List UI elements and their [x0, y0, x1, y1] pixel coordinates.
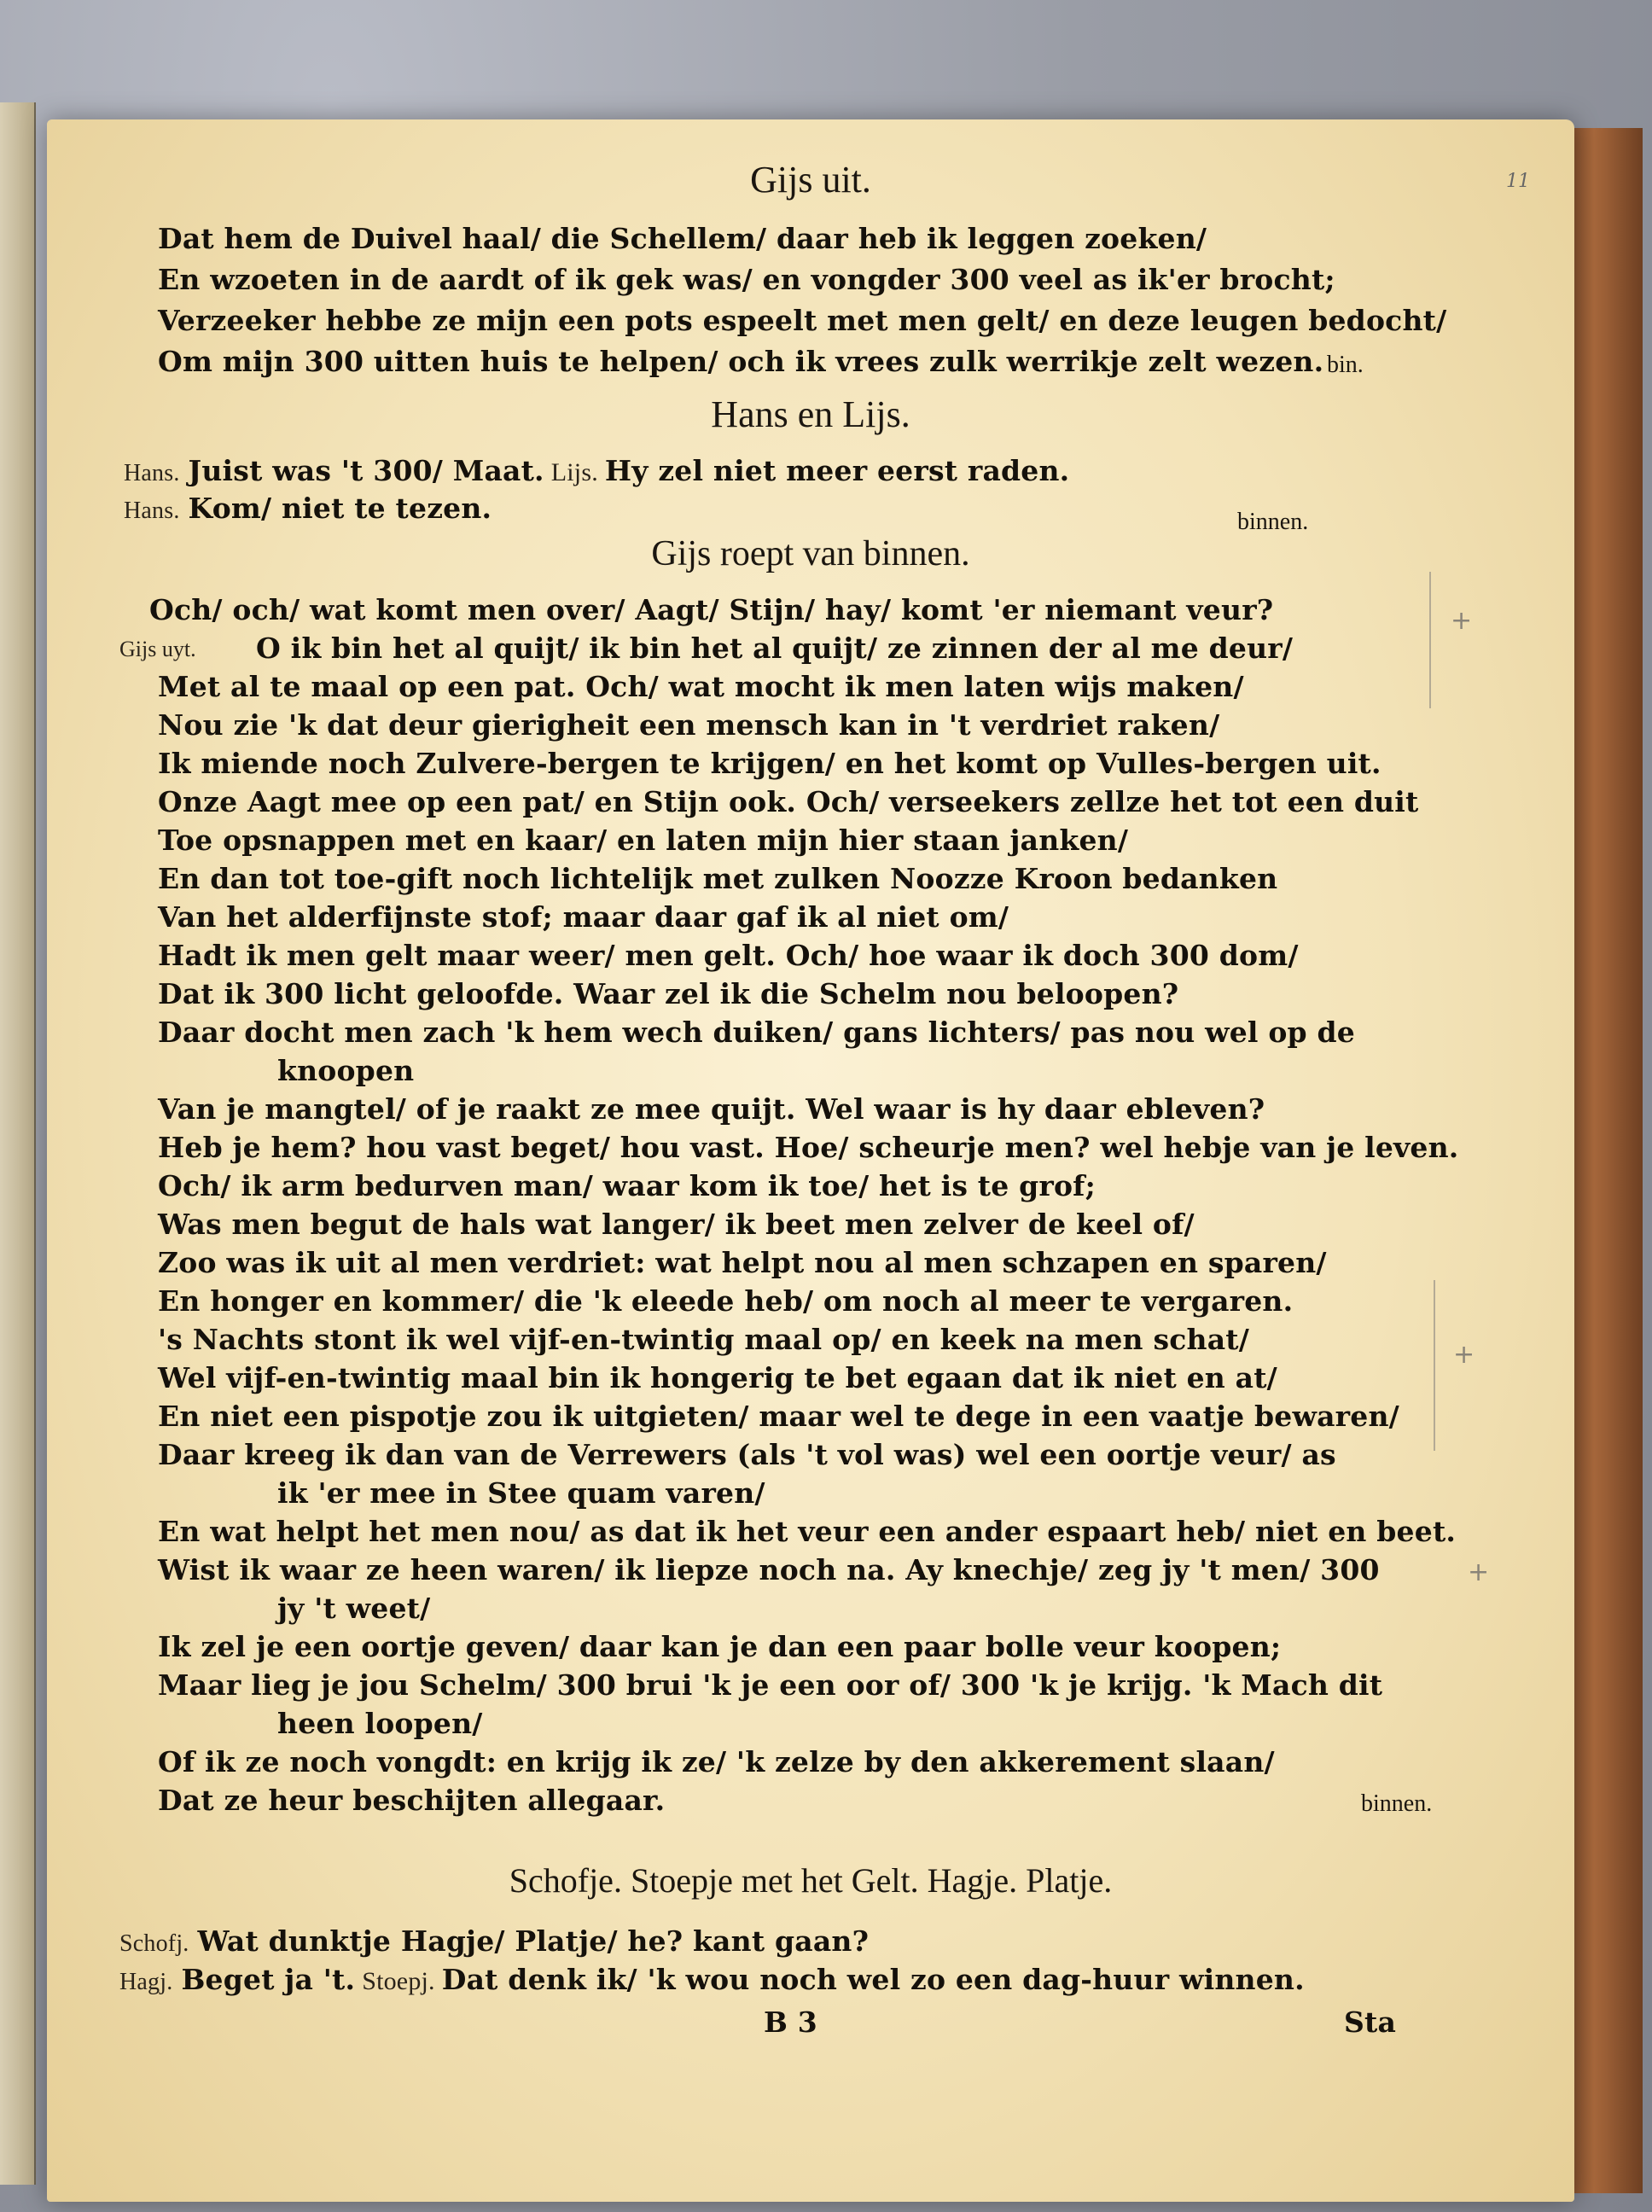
speaker-label: Stoepj. [362, 1967, 435, 1995]
text-line: Van het alderfijnste stof; maar daar gaf ik al niet om/ [158, 900, 1009, 934]
text-line: Zoo was ik uit al men verdriet: wat helpt nou al men schzapen en sparen/ [158, 1246, 1327, 1279]
text-line: knoopen [277, 1054, 415, 1087]
text-line: Hadt ik men gelt maar weer/ men gelt. Och/ hoe waar ik doch 300 dom/ [158, 939, 1299, 972]
text-line: 's Nachts stont ik wel vijf-en-twintig maal op/ en keek na men schat/ [158, 1323, 1249, 1356]
exit-direction: bin. [1327, 352, 1364, 378]
text-line: Dat ik 300 licht geloofde. Waar zel ik die Schelm nou beloopen? [158, 977, 1179, 1010]
text-line: Onze Aagt mee op een pat/ en Stijn ook. Och/ verseekers zellze het tot een duit [158, 785, 1419, 818]
text-line: Maar lieg je jou Schelm/ 300 brui 'k je een oor of/ 300 'k je krijg. 'k Mach dit [158, 1668, 1383, 1702]
pencil-mark [1434, 1280, 1435, 1451]
text-line: Daar kreeg ik dan van de Verrewers (als 't vol was) wel een oortje veur/ as [158, 1438, 1336, 1471]
dialog-text: Dat denk ik/ 'k wou noch wel zo een dag-huur winnen. [441, 1963, 1305, 1996]
text-line: O ik bin het al quijt/ ik bin het al quijt/ ze zinnen der al me deur/ [256, 632, 1294, 665]
text-line: Nou zie 'k dat deur gierigheit een mensch kan in 't verdriet raken/ [158, 708, 1220, 742]
text-line: ik 'er mee in Stee quam varen/ [277, 1476, 765, 1510]
dialog-text: Hy zel niet meer eerst raden. [604, 454, 1070, 487]
speaker-label: Hagj. [119, 1969, 173, 1995]
text-line: Daar docht men zach 'k hem wech duiken/ gans lichters/ pas nou wel op de [158, 1016, 1355, 1049]
text-line: heen loopen/ [277, 1707, 483, 1740]
speaker-label: Gijs uyt. [119, 637, 196, 661]
dialog-text: Juist was 't 300/ Maat. [188, 454, 544, 487]
text-line: Och/ ik arm bedurven man/ waar kom ik toe/ het is te grof; [158, 1169, 1096, 1202]
speaker-label: Hans. [124, 498, 180, 524]
text-line: En wat helpt het men nou/ as dat ik het veur een ander espaart heb/ niet en beet. [158, 1515, 1457, 1548]
text-line: Dat hem de Duivel haal/ die Schellem/ daar heb ik leggen zoeken/ [158, 222, 1207, 255]
speaker-label: Hans. [124, 460, 180, 486]
pencil-mark [1429, 572, 1431, 708]
signature-mark: B 3 [764, 2005, 817, 2039]
text-line: Och/ och/ wat komt men over/ Aagt/ Stijn/ hay/ komt 'er niemant veur? [149, 593, 1274, 626]
text-line: Of ik ze noch vongdt: en krijg ik ze/ 'k zelze by den akkerement slaan/ [158, 1745, 1275, 1778]
catchword: Sta [1344, 2005, 1397, 2039]
speaker-label: Schofj. [119, 1930, 189, 1957]
text-line: Ik miende noch Zulvere-bergen te krijgen/ en het komt op Vulles-bergen uit. [158, 747, 1382, 780]
dialog-line [124, 454, 1069, 487]
dialog-line [119, 1924, 869, 1958]
pencil-plus-icon: + [1453, 1340, 1475, 1370]
book-page [47, 119, 1574, 2202]
speaker-label: Lijs. [550, 458, 598, 486]
text-line: Ik zel je een oortje geven/ daar kan je dan een paar bolle veur koopen; [158, 1630, 1282, 1663]
text-line: Was men begut de hals wat langer/ ik beet men zelver de keel of/ [158, 1208, 1195, 1241]
dialog-text: Wat dunktje Hagje/ Platje/ he? kant gaan? [197, 1924, 870, 1958]
exit-direction: binnen. [1237, 509, 1309, 535]
text-line: Dat ze heur beschijten allegaar. [158, 1784, 666, 1817]
text-line: Van je mangtel/ of je raakt ze mee quijt. Wel waar is hy daar ebleven? [158, 1092, 1265, 1126]
exit-direction: binnen. [1361, 1790, 1433, 1817]
text-line: Verzeeker hebbe ze mijn een pots espeelt met men gelt/ en deze leugen bedocht/ [158, 304, 1447, 337]
pencil-plus-icon: + [1468, 1557, 1490, 1587]
text-line: En niet een pispotje zou ik uitgieten/ maar wel te dege in een vaatje bewaren/ [158, 1400, 1399, 1433]
pencil-plus-icon: + [1451, 606, 1473, 636]
page-mark: 11 [1506, 171, 1530, 192]
text-line: Wel vijf-en-twintig maal bin ik hongerig te bet egaan dat ik niet en at/ [158, 1361, 1277, 1394]
left-page-edge [0, 102, 36, 2185]
text-line: Wist ik waar ze heen waren/ ik liepze noch na. Ay knechje/ zeg jy 't men/ 300 [158, 1553, 1380, 1586]
text-line: Om mijn 300 uitten huis te helpen/ och ik vrees zulk werrikje zelt wezen. [158, 345, 1324, 378]
text-line: jy 't weet/ [277, 1592, 431, 1625]
dialog-line [124, 492, 492, 525]
dialog-line [119, 1963, 1305, 1996]
text-line: En wzoeten in de aardt of ik gek was/ en vongder 300 veel as ik'er brocht; [158, 263, 1335, 296]
text-line: Met al te maal op een pat. Och/ wat mocht ik men laten wijs maken/ [158, 670, 1244, 703]
text-line: Heb je hem? hou vast beget/ hou vast. Hoe/ scheurje men? wel hebje van je leven. [158, 1131, 1459, 1164]
text-line: Toe opsnappen met en kaar/ en laten mijn hier staan janken/ [158, 824, 1129, 857]
heading-gijs-roept: Gijs roept van binnen. [651, 534, 970, 573]
dialog-text: Kom/ niet te tezen. [188, 492, 492, 525]
dialog-text: Beget ja 't. [181, 1963, 356, 1996]
text-line: En dan tot toe-gift noch lichtelijk met zulken Noozze Kroon bedanken [158, 862, 1278, 895]
heading-hans-en-lijs: Hans en Lijs. [711, 393, 910, 435]
text-line: En honger en kommer/ die 'k eleede heb/ om noch al meer te vergaren. [158, 1284, 1294, 1318]
heading-schofje: Schofje. Stoepje met het Gelt. Hagje. Platje. [509, 1861, 1113, 1900]
heading-gijs-uit: Gijs uit. [750, 159, 871, 201]
